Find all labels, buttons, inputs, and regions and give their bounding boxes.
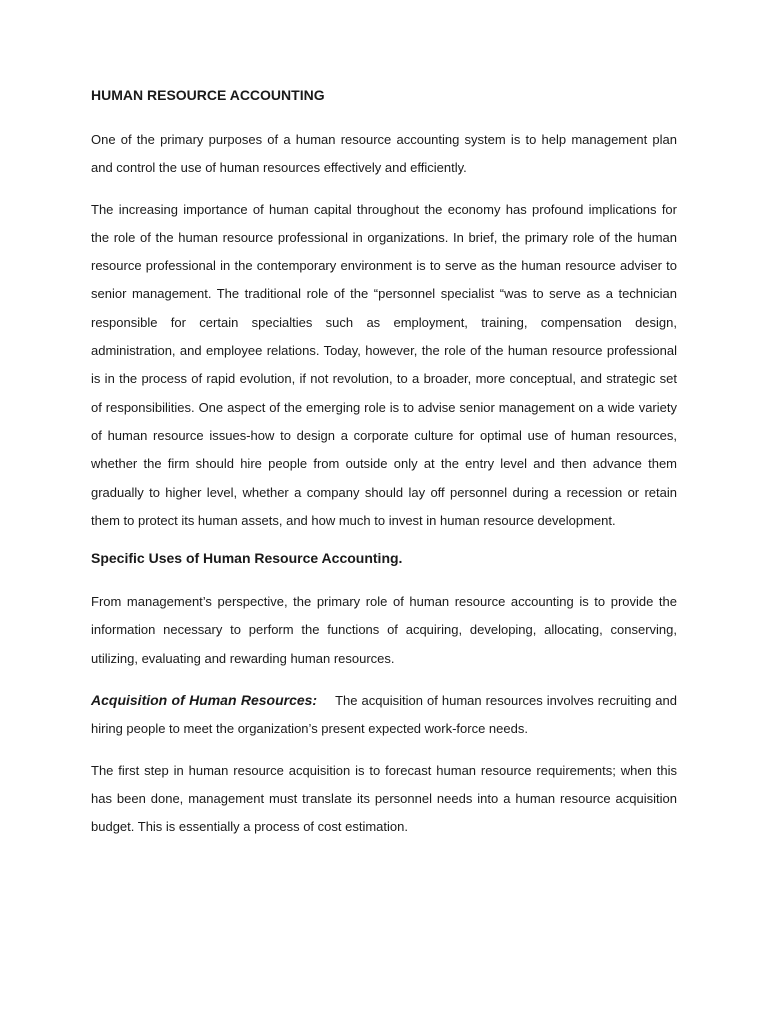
acquisition-heading: Acquisition of Human Resources: <box>91 692 318 709</box>
acquisition-paragraph <box>91 686 677 744</box>
document-title: HUMAN RESOURCE ACCOUNTING <box>91 87 325 103</box>
section-heading: Specific Uses of Human Resource Accounting. <box>91 550 403 567</box>
intro-paragraph: One of the primary purposes of a human resource accounting system is to help management plan and control the use of human resources effectively and efficiently. <box>91 132 677 176</box>
final-paragraph: The first step in human resource acquisition is to forecast human resource requirements; when this has been done, management must translate its personnel needs into a human resource acquisition budget. This is essentially a process of cost estimation. <box>91 762 677 835</box>
document-page <box>91 86 677 855</box>
human-capital-paragraph: The increasing importance of human capital throughout the economy has profound implications for the role of the human resource professional in organizations. In brief, the primary role of the human resource professional in the contemporary environment is to serve as the human resource adviser to senior management. The traditional role of the “personnel specialist “was to serve as a technician responsible for certain specialties such as employment, training, compensation design, administration, and employee relations. Today, however, the role of the human resource professional is in the process of rapid evolution, if not revolution, to a broader, more conceptual, and strategic set of responsibilities. One aspect of the emerging role is to advise senior management on a wide variety of human resource issues-how to design a corporate culture for optimal use of human resources, whether the firm should hire people from outside only at the entry level and then advance them gradually to higher level, whether a company should lay off personnel during a recession or retain them to protect its human assets, and how much to invest in human resource development. <box>91 201 677 528</box>
acquisition-text: The acquisition of human resources involves recruiting and hiring people to meet the organization’s present expected work-force needs. <box>91 693 677 737</box>
section-paragraph: From management’s perspective, the primary role of human resource accounting is to provide the information necessary to perform the functions of acquiring, developing, allocating, conserving, utilizing, evaluating and rewarding human resources. <box>91 594 677 666</box>
